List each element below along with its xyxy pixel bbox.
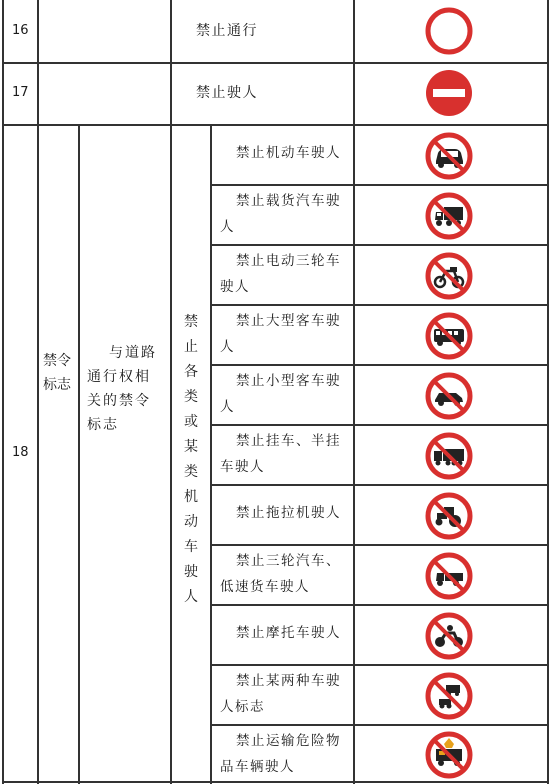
no-large-buses-icon <box>424 311 474 361</box>
table-border-bottom <box>2 781 548 783</box>
col-line-1 <box>37 0 39 784</box>
sub-row-line <box>210 424 548 426</box>
sign-name: 禁止三轮汽车、低速货车驶人 <box>220 553 341 595</box>
sub-row-line <box>210 544 548 546</box>
no-trailers-icon <box>424 431 474 481</box>
sub-row-line <box>210 244 548 246</box>
no-three-wheel-vehicles-icon <box>424 551 474 601</box>
subcategory-label: 禁止各类或某类机动车驶人 <box>184 314 198 605</box>
sign-name: 禁止机动车驶人 <box>236 145 341 161</box>
sub-row-line <box>210 664 548 666</box>
category-label: 禁令标志 <box>43 353 71 393</box>
row-number: 18 <box>12 445 29 460</box>
no-tractors-icon <box>424 491 474 541</box>
sign-name: 禁止拖拉机驶人 <box>236 505 341 521</box>
no-two-vehicle-types-icon <box>424 671 474 721</box>
category-description: 与道路通行权相关的禁令标志 <box>87 345 157 433</box>
sign-name: 禁止小型客车驶人 <box>220 373 341 415</box>
no-dangerous-goods-vehicles-icon <box>424 730 474 780</box>
col-line-5 <box>353 0 355 784</box>
sign-name: 禁止载货汽车驶人 <box>220 193 341 235</box>
no-electric-tricycles-icon <box>424 251 474 301</box>
sub-row-line <box>210 304 548 306</box>
sign-name: 禁止摩托车驶人 <box>236 625 341 641</box>
col-line-2 <box>78 125 80 784</box>
row-line-16-bottom <box>2 62 548 64</box>
sign-name: 禁止电动三轮车驶人 <box>220 253 341 295</box>
col-line-3 <box>170 0 172 784</box>
col-line-4 <box>210 125 212 784</box>
no-driving-in-sign-icon <box>424 68 474 118</box>
no-entry-sign-icon <box>424 6 474 56</box>
row-line-17-bottom <box>2 124 548 126</box>
table-border-right <box>547 0 549 784</box>
table-border-left <box>2 0 4 784</box>
no-motor-vehicles-icon <box>424 131 474 181</box>
sub-row-line <box>210 724 548 726</box>
sub-row-line <box>210 604 548 606</box>
sub-row-line <box>210 364 548 366</box>
sign-name: 禁止运输危险物品车辆驶人 <box>220 733 341 775</box>
sub-row-line <box>210 184 548 186</box>
sign-name: 禁止某两种车驶人标志 <box>220 673 341 715</box>
row-number: 17 <box>12 85 29 100</box>
no-motorcycles-icon <box>424 611 474 661</box>
no-trucks-icon <box>424 191 474 241</box>
sub-row-line <box>210 484 548 486</box>
no-small-cars-icon <box>424 371 474 421</box>
sign-name: 禁止通行 <box>196 23 258 39</box>
row-number: 16 <box>12 23 29 38</box>
sign-name: 禁止大型客车驶人 <box>220 313 341 355</box>
sign-name: 禁止驶人 <box>196 85 258 101</box>
sign-name: 禁止挂车、半挂车驶人 <box>220 433 341 475</box>
